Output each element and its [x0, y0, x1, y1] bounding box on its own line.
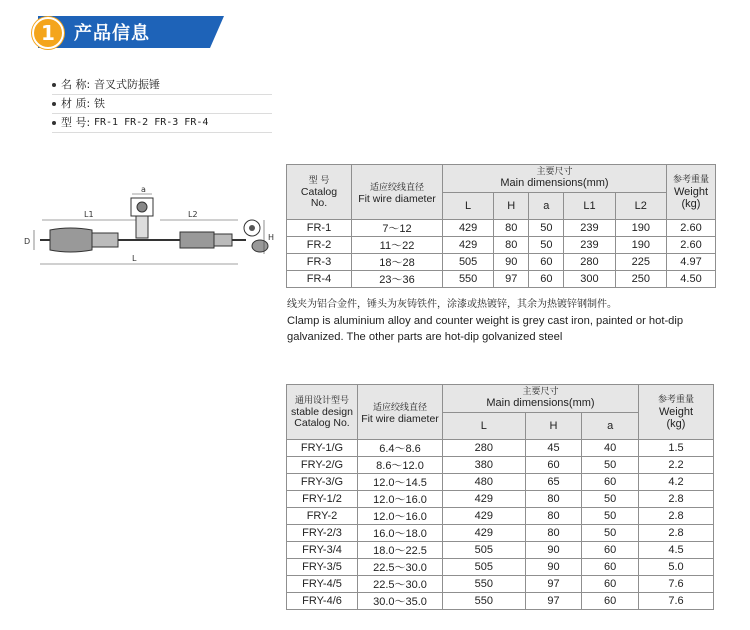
- header-fit: 适应绞线直径 Fit wire diameter: [352, 165, 443, 220]
- material-note: [287, 297, 737, 345]
- cell-model: FRY-3/5: [287, 559, 358, 576]
- cell-a: 60: [582, 576, 639, 593]
- header-dim-h: H: [494, 192, 529, 220]
- cell-a: 50: [582, 508, 639, 525]
- cell-fit: 18～28: [352, 254, 443, 271]
- cell-l1: 239: [564, 220, 615, 237]
- cell-fit: 30.0～35.0: [358, 593, 443, 610]
- cell-l1: 239: [564, 237, 615, 254]
- cell-a: 60: [529, 254, 564, 271]
- table-row: [287, 525, 714, 542]
- cell-weight: 4.50: [667, 271, 716, 288]
- table-row: [287, 576, 714, 593]
- cell-h: 45: [525, 440, 582, 457]
- info-value: 音叉式防振锤: [94, 78, 160, 91]
- cell-weight: 2.8: [639, 491, 714, 508]
- label-d: D: [24, 237, 31, 246]
- header-dim-l1: L1: [564, 192, 615, 220]
- side-view-bolt: [249, 225, 255, 231]
- spec-table-fry: [286, 384, 714, 610]
- cell-a: 50: [582, 457, 639, 474]
- header-dim-h: H: [525, 412, 582, 440]
- cell-l: 550: [443, 271, 494, 288]
- cell-weight: 2.2: [639, 457, 714, 474]
- table-row: [287, 271, 716, 288]
- header-dim-a: a: [529, 192, 564, 220]
- cell-fit: 12.0～16.0: [358, 508, 443, 525]
- info-row-material: [52, 95, 272, 114]
- table-row: [287, 491, 714, 508]
- cell-weight: 4.97: [667, 254, 716, 271]
- cell-h: 80: [525, 491, 582, 508]
- cell-l: 505: [443, 254, 494, 271]
- cell-l1: 300: [564, 271, 615, 288]
- cell-a: 60: [582, 559, 639, 576]
- info-key: 名 称:: [61, 78, 91, 91]
- label-l2: L2: [188, 210, 198, 219]
- cell-model: FR-3: [287, 254, 352, 271]
- cell-fit: 12.0～14.5: [358, 474, 443, 491]
- label-a: a: [141, 185, 146, 194]
- cell-l: 505: [443, 542, 526, 559]
- note-en: Clamp is aluminium alloy and counter weight is grey cast iron, painted or hot-dip galvanized. The other parts are hot-dip golvanized steel: [287, 315, 684, 343]
- cell-l1: 280: [564, 254, 615, 271]
- section-number-badge: 1: [32, 17, 64, 49]
- cell-a: 60: [582, 474, 639, 491]
- cell-model: FR-1: [287, 220, 352, 237]
- section-title: 产品信息: [74, 23, 150, 44]
- cell-h: 90: [525, 542, 582, 559]
- header-model: 通用设计型号 stable design Catalog No.: [287, 385, 358, 440]
- cell-fit: 11～22: [352, 237, 443, 254]
- cell-model: FR-2: [287, 237, 352, 254]
- header-weight: 参考重量 Weight (kg): [667, 165, 716, 220]
- cell-l: 505: [443, 559, 526, 576]
- cell-l2: 190: [615, 220, 666, 237]
- table-row: [287, 508, 714, 525]
- cell-a: 50: [582, 491, 639, 508]
- table-row: [287, 474, 714, 491]
- clamp-bolt: [137, 202, 147, 212]
- cell-l: 480: [443, 474, 526, 491]
- table-row: [287, 254, 716, 271]
- cell-h: 97: [525, 576, 582, 593]
- table-row: [287, 440, 714, 457]
- cell-a: 50: [529, 237, 564, 254]
- cell-a: 40: [582, 440, 639, 457]
- table-row: [287, 593, 714, 610]
- cell-weight: 5.0: [639, 559, 714, 576]
- header-dim-l2: L2: [615, 192, 666, 220]
- section-banner: [28, 12, 224, 50]
- damper-drawing: [20, 180, 282, 280]
- cell-h: 90: [525, 559, 582, 576]
- cell-l: 380: [443, 457, 526, 474]
- cell-a: 60: [529, 271, 564, 288]
- info-row-name: [52, 76, 272, 95]
- table-header-row: [287, 165, 716, 193]
- cell-model: FRY-3/G: [287, 474, 358, 491]
- cell-fit: 18.0～22.5: [358, 542, 443, 559]
- header-model: 型 号 Catalog No.: [287, 165, 352, 220]
- header-dim-l: L: [443, 192, 494, 220]
- cell-l2: 250: [615, 271, 666, 288]
- cell-l: 429: [443, 508, 526, 525]
- bullet-icon: [52, 102, 56, 106]
- left-weight-neck: [92, 233, 118, 247]
- header-main-dimensions: 主要尺寸 Main dimensions(mm): [443, 385, 639, 413]
- bullet-icon: [52, 121, 56, 125]
- cell-model: FRY-1/G: [287, 440, 358, 457]
- cell-weight: 2.8: [639, 525, 714, 542]
- bullet-icon: [52, 83, 56, 87]
- right-weight-end: [214, 234, 232, 246]
- cell-fit: 7～12: [352, 220, 443, 237]
- cell-l: 550: [443, 576, 526, 593]
- cell-l: 280: [443, 440, 526, 457]
- cell-weight: 2.8: [639, 508, 714, 525]
- info-key: 型 号:: [61, 116, 91, 129]
- cell-h: 97: [525, 593, 582, 610]
- table-row: [287, 237, 716, 254]
- cell-fit: 22.5～30.0: [358, 559, 443, 576]
- cell-fit: 22.5～30.0: [358, 576, 443, 593]
- note-cn: 线夹为铝合金件，锤头为灰铸铁件，涂漆或热镀锌，其余为热镀锌钢制件。: [287, 299, 617, 310]
- cell-model: FRY-4/6: [287, 593, 358, 610]
- cell-fit: 8.6～12.0: [358, 457, 443, 474]
- table-header-row: [287, 385, 714, 413]
- header-fit: 适应绞线直径 Fit wire diameter: [358, 385, 443, 440]
- table-row: [287, 220, 716, 237]
- label-l: L: [132, 254, 137, 263]
- info-value: FR-1 FR-2 FR-3 FR-4: [94, 117, 209, 128]
- cell-h: 80: [525, 525, 582, 542]
- cell-fit: 16.0～18.0: [358, 525, 443, 542]
- info-value: 铁: [94, 97, 105, 110]
- cell-l2: 190: [615, 237, 666, 254]
- cell-h: 60: [525, 457, 582, 474]
- spec-table-fr: [286, 164, 716, 288]
- label-l1: L1: [84, 210, 94, 219]
- cell-model: FRY-1/2: [287, 491, 358, 508]
- cell-model: FR-4: [287, 271, 352, 288]
- cell-h: 97: [494, 271, 529, 288]
- cell-fit: 6.4～8.6: [358, 440, 443, 457]
- cell-a: 60: [582, 542, 639, 559]
- cell-h: 80: [494, 237, 529, 254]
- cell-weight: 4.2: [639, 474, 714, 491]
- header-dim-a: a: [582, 412, 639, 440]
- info-row-model: [52, 114, 272, 133]
- cell-l: 429: [443, 237, 494, 254]
- table-row: [287, 542, 714, 559]
- cell-weight: 2.60: [667, 220, 716, 237]
- left-weight: [50, 228, 92, 252]
- label-h: H: [268, 233, 275, 242]
- cell-model: FRY-2/3: [287, 525, 358, 542]
- cell-a: 50: [529, 220, 564, 237]
- header-dim-l: L: [443, 412, 526, 440]
- cell-model: FRY-2: [287, 508, 358, 525]
- cell-weight: 4.5: [639, 542, 714, 559]
- header-weight: 参考重量 Weight (kg): [639, 385, 714, 440]
- cell-model: FRY-3/4: [287, 542, 358, 559]
- cell-model: FRY-4/5: [287, 576, 358, 593]
- cell-fit: 12.0～16.0: [358, 491, 443, 508]
- cell-l2: 225: [615, 254, 666, 271]
- info-key: 材 质:: [61, 97, 91, 110]
- cell-h: 80: [525, 508, 582, 525]
- table-row: [287, 559, 714, 576]
- cell-h: 90: [494, 254, 529, 271]
- table-row: [287, 457, 714, 474]
- right-weight: [180, 232, 214, 248]
- header-main-dimensions: 主要尺寸 Main dimensions(mm): [443, 165, 667, 193]
- cell-a: 50: [582, 525, 639, 542]
- cell-fit: 23～36: [352, 271, 443, 288]
- cell-l: 429: [443, 525, 526, 542]
- cell-h: 65: [525, 474, 582, 491]
- cell-weight: 1.5: [639, 440, 714, 457]
- product-info-list: [52, 76, 272, 133]
- side-view-weight: [252, 240, 268, 252]
- cell-weight: 2.60: [667, 237, 716, 254]
- cell-model: FRY-2/G: [287, 457, 358, 474]
- cell-a: 60: [582, 593, 639, 610]
- cell-weight: 7.6: [639, 576, 714, 593]
- cell-h: 80: [494, 220, 529, 237]
- cell-l: 429: [443, 491, 526, 508]
- cell-weight: 7.6: [639, 593, 714, 610]
- clamp-neck: [136, 216, 148, 238]
- cell-l: 429: [443, 220, 494, 237]
- cell-l: 550: [443, 593, 526, 610]
